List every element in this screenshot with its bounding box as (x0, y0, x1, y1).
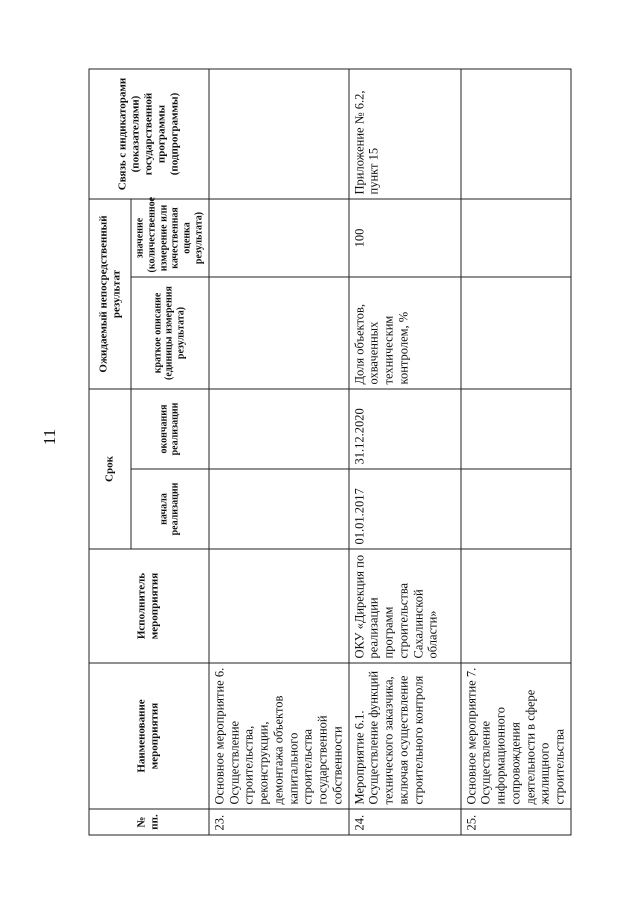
row-executor (461, 549, 571, 663)
row-end (461, 389, 571, 469)
row-name: Мероприятие 6.1. Осуществление функций технического заказчика, включая осуществление строительного контроля (349, 663, 461, 809)
row-num: 25. (461, 809, 571, 835)
header-result-value: значение (количественное измерение или качественная оценка результата) (131, 199, 209, 277)
row-value (461, 199, 571, 277)
header-result: Ожидаемый непосредственный результат (89, 199, 131, 389)
row-link: Приложение № 6.2, пункт 15 (349, 69, 461, 199)
header-name: Наименование мероприятия (89, 663, 209, 809)
row-value (209, 199, 349, 277)
page-number: 11 (40, 428, 60, 446)
row-executor: ОКУ «Дирекция по реализации программ строительства Сахалинской области» (349, 549, 461, 663)
row-executor (209, 549, 349, 663)
row-name: Основное мероприятие 7. Осуществление информационного сопровождения деятельности в сфере жилищного строительства (461, 663, 571, 809)
header-num: № пп. (89, 809, 209, 835)
row-start (209, 469, 349, 549)
row-start (461, 469, 571, 549)
header-link: Связь с индикаторами (показателями) государственной программы (подпрограммы) (89, 69, 209, 199)
rotated-table-wrapper (89, 70, 567, 836)
header-term: Срок (89, 389, 131, 549)
row-num: 24. (349, 809, 461, 835)
header-executor: Исполнитель мероприятия (89, 549, 209, 663)
row-value: 100 (349, 199, 461, 277)
row-name: Основное мероприятие 6. Осуществление строительства, реконструкции, демонтажа объектов капитального строительства государственной собственности (209, 663, 349, 809)
header-result-desc: краткое описание (единицы измерения результата) (131, 277, 209, 389)
table-row (209, 69, 349, 835)
header-term-end: окончания реализации (131, 389, 209, 469)
row-link (209, 69, 349, 199)
row-desc: Доля объектов, охваченных техническим контролем, % (349, 277, 461, 389)
table-row (461, 69, 571, 835)
measures-table (89, 69, 572, 836)
row-num: 23. (209, 809, 349, 835)
row-desc (209, 277, 349, 389)
row-end (209, 389, 349, 469)
row-desc (461, 277, 571, 389)
header-term-start: начала реализации (131, 469, 209, 549)
row-end: 31.12.2020 (349, 389, 461, 469)
table-row (349, 69, 461, 835)
row-start: 01.01.2017 (349, 469, 461, 549)
row-link (461, 69, 571, 199)
